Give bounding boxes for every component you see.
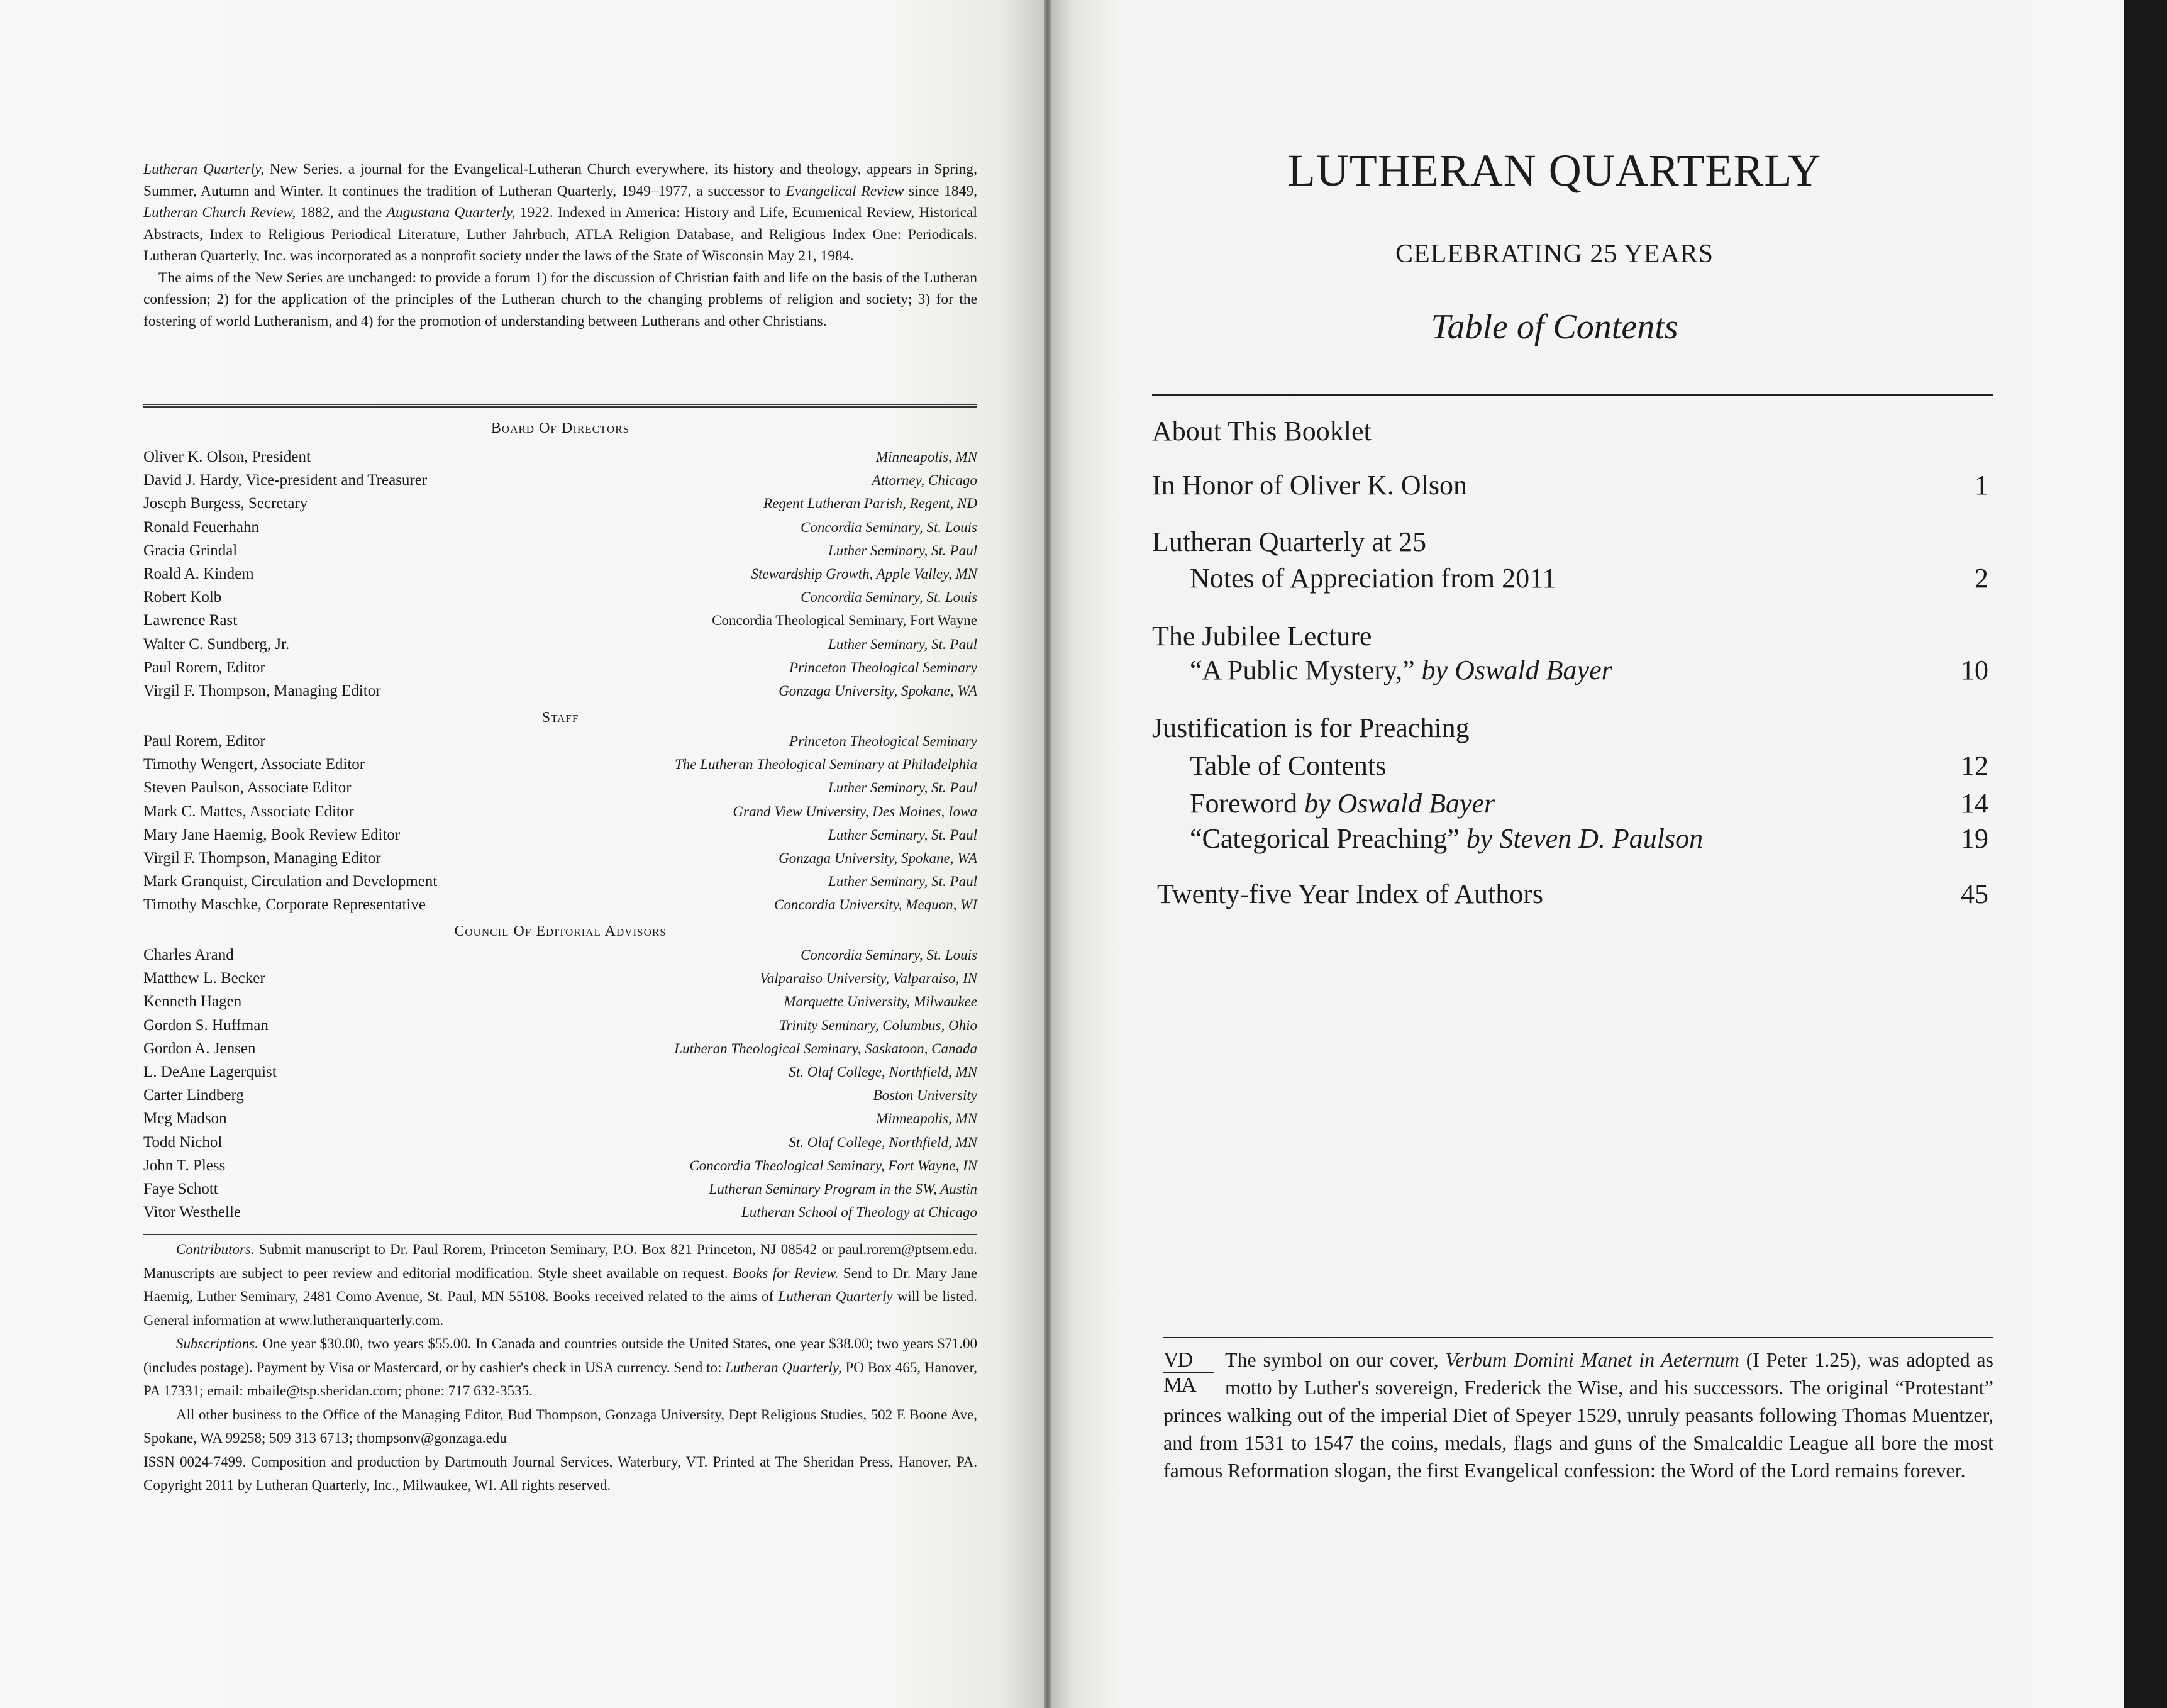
toc-entry-foreword [1152, 785, 1988, 823]
intro-text [143, 158, 977, 332]
business-note: All other business to the Office of the Managing Editor, Bud Thompson, Gonzaga University, Dept Religious Studies, 502 E Boone Ave, Spokane, WA 99258; 509 313 6713; thompsonv@gonzaga.edu [143, 1406, 977, 1446]
person-affiliation: The Lutheran Theological Seminary at Philadelphia [674, 757, 977, 773]
books-label: Books for Review. [733, 1265, 839, 1281]
person-row [143, 609, 977, 632]
person-name: Mark C. Mattes, Associate Editor [143, 802, 354, 820]
contributors-note [143, 1238, 977, 1332]
person-affiliation: Concordia Theological Seminary, Fort Wayne, IN [689, 1157, 977, 1173]
person-row [143, 656, 977, 679]
council-list [143, 943, 977, 1224]
subscriptions-text: One year $30.00, two years $55.00. In Canada and countries outside the United States, one year $38.00; two years $71.00 (includes postage). Payment by Visa or Mastercard, or by cashier's check in USA currency. Send to: [143, 1336, 977, 1375]
toc-entry-just-toc [1152, 747, 1988, 785]
person-name: Kenneth Hagen [143, 993, 242, 1011]
contributors-text: Submit manuscript to Dr. Paul Rorem, Princeton Seminary, P.O. Box 821 Princeton, NJ 08542 or paul.rorem@ptsem.edu. Manuscripts are subject to peer review and editorial modification. Style sheet available on request. [143, 1241, 977, 1281]
person-affiliation: Minneapolis, MN [876, 1111, 977, 1127]
person-name: Virgil F. Thompson, Managing Editor [143, 849, 381, 867]
person-affiliation: Concordia Seminary, St. Louis [801, 589, 977, 606]
person-name: Mark Granquist, Circulation and Development [143, 873, 438, 890]
journal-name: Lutheran Quarterly, [143, 161, 265, 177]
person-affiliation: Concordia University, Mequon, WI [773, 897, 977, 913]
person-name: Joseph Burgess, Secretary [143, 495, 308, 513]
person-name: Todd Nichol [143, 1133, 223, 1151]
symbol-motto: Verbum Domini Manet in Aeternum [1445, 1348, 1739, 1371]
toc-page-number: 12 [1961, 750, 1988, 781]
journal-subtitle: CELEBRATING 25 YEARS [1395, 240, 1714, 269]
person-row [143, 1060, 977, 1084]
toc-entry-label: About This Booklet [1152, 416, 1372, 446]
toc-entry-author: by Steven D. Paulson [1466, 823, 1704, 854]
section-divider [143, 404, 977, 408]
person-row [143, 469, 977, 492]
person-row [143, 823, 977, 846]
intro-text-part: New Series, a journal for the Evangelical-Lutheran Church everywhere, its history and theology, appears in Spring, Summer, Autumn and Winter. It continues the tradition of Lutheran Quarterly, 1949–1977, a successor to [143, 161, 978, 199]
book-spine [1044, 0, 1051, 1708]
toc-page-number: 1 [1975, 470, 1988, 501]
issn-note: ISSN 0024-7499. Composition and production by Dartmouth Journal Services, Waterbury, VT. Printed at The Sheridan Press, Hanover, PA. Copyright 2011 by Lutheran Quarterly, Inc., Milwaukee, WI. All rights reserved. [143, 1453, 977, 1493]
lutheran-church-review: Lutheran Church Review, [143, 204, 296, 221]
person-affiliation: Marquette University, Milwaukee [784, 994, 977, 1010]
staff-heading: Staff [541, 709, 579, 726]
person-name: Timothy Wengert, Associate Editor [143, 756, 365, 774]
toc-entry-justification [1152, 709, 1988, 747]
person-name: Walter C. Sundberg, Jr. [143, 635, 290, 653]
evangelical-review: Evangelical Review [785, 182, 904, 199]
vdma-logo-bottom: MA [1163, 1373, 1195, 1397]
toc-entry-label: “Categorical Preaching” [1190, 823, 1466, 854]
person-row [143, 1014, 977, 1037]
toc-entry-label: Notes of Appreciation from 2011 [1190, 563, 1556, 594]
person-affiliation: Luther Seminary, St. Paul [828, 826, 977, 843]
vdma-logo [1163, 1348, 1214, 1399]
symbol-text: (I Peter 1.25), was adopted as motto by Luther's sovereign, Frederick the Wise, and his successors. The original “Protestant” princes walking out of the imperial Diet of Speyer 1529, unruly peasants following Thomas Muentzer, and from 1531 to 1547 the coins, medals, flags and guns of the Smalcaldic League all bore the most famous Reformation slogan, the first Evangelical confession: the Word of the Lord remains forever. [1163, 1348, 1994, 1482]
person-row [143, 1037, 977, 1060]
toc-entry-label: “A Public Mystery,” [1190, 655, 1422, 685]
person-row [143, 585, 977, 609]
person-row [143, 967, 977, 990]
subscriptions-label: Subscriptions. [176, 1336, 258, 1351]
person-row [143, 633, 977, 656]
person-affiliation: Grand View University, Des Moines, Iowa [733, 803, 977, 819]
person-affiliation: Princeton Theological Seminary [789, 733, 977, 749]
person-affiliation: Regent Lutheran Parish, Regent, ND [763, 496, 977, 512]
person-name: Steven Paulson, Associate Editor [143, 779, 352, 797]
toc-entry-label: Foreword [1190, 788, 1305, 819]
person-name: Vitor Westhelle [143, 1204, 241, 1221]
person-affiliation: Minneapolis, MN [876, 449, 977, 465]
toc-entry-label: Lutheran Quarterly at 25 [1152, 526, 1427, 557]
person-affiliation: Gonzaga University, Spokane, WA [779, 850, 977, 866]
person-affiliation: Trinity Seminary, Columbus, Ohio [779, 1017, 977, 1033]
person-row [143, 990, 977, 1013]
board-heading: Board Of Directors [490, 420, 630, 436]
person-name: Ronald Feuerhahn [143, 518, 259, 536]
toc-page-number: 14 [1961, 788, 1988, 819]
toc-page-number: 2 [1975, 563, 1988, 594]
person-row [143, 1154, 977, 1177]
toc-page-number: 19 [1961, 823, 1988, 854]
person-affiliation: Concordia Seminary, St. Louis [801, 519, 977, 535]
person-name: Timothy Maschke, Corporate Representative [143, 896, 426, 914]
person-name: Gracia Grindal [143, 541, 238, 559]
subscriptions-journal: Lutheran Quarterly, [725, 1359, 842, 1375]
journal-title: LUTHERAN QUARTERLY [1287, 145, 1822, 196]
person-name: Robert Kolb [143, 589, 222, 606]
person-row [143, 893, 977, 916]
toc-entry-jubilee [1152, 618, 1988, 655]
person-name: Charles Arand [143, 946, 234, 963]
person-name: Faye Schott [143, 1180, 218, 1197]
board-list [143, 445, 977, 702]
person-row [143, 679, 977, 702]
contributors-label: Contributors. [176, 1241, 255, 1257]
intro-paragraph-2: The aims of the New Series are unchanged: to provide a forum 1) for the discussion of Christian faith and life on the basis of the Lutheran confession; 2) for the application of the principles of the Lutheran church to the changing problems of religion and society; 3) for the fostering of world Lutheranism, and 4) for the promotion of understanding between Lutherans and other Christians. [143, 269, 977, 330]
person-row [143, 539, 977, 562]
intro-text-part: since 1849, [904, 182, 977, 199]
person-name: Paul Rorem, Editor [143, 658, 265, 676]
person-name: John T. Pless [143, 1156, 226, 1174]
books-journal: Lutheran Quarterly [778, 1289, 893, 1304]
person-row [143, 1084, 977, 1107]
person-row [143, 943, 977, 967]
person-row [143, 729, 977, 753]
person-name: Matthew L. Becker [143, 970, 265, 987]
toc-page-number: 45 [1961, 879, 1988, 909]
person-affiliation: Concordia Seminary, St. Louis [801, 947, 977, 963]
person-affiliation: Boston University [873, 1087, 977, 1104]
books-text: Send to Dr. Mary Jane Haemig, Luther Seminary, 2481 Como Avenue, St. Paul, MN 55108. Books received related to the aims of [143, 1265, 977, 1304]
person-affiliation: Luther Seminary, St. Paul [828, 873, 977, 890]
person-name: Oliver K. Olson, President [143, 448, 311, 465]
person-affiliation: Valparaiso University, Valparaiso, IN [760, 970, 977, 987]
person-affiliation: Lutheran Theological Seminary, Saskatoon, Canada [674, 1040, 977, 1056]
toc-entry-mystery [1152, 652, 1988, 689]
person-affiliation: Lutheran School of Theology at Chicago [741, 1204, 977, 1221]
augustana-quarterly: Augustana Quarterly, [386, 204, 516, 221]
council-heading: Council Of Editorial Advisors [454, 923, 667, 940]
person-row [143, 516, 977, 539]
person-row [143, 870, 977, 893]
person-affiliation: Concordia Theological Seminary, Fort Wayne [712, 613, 977, 629]
vdma-logo-top: VD [1163, 1348, 1214, 1373]
person-row [143, 562, 977, 585]
toc-entry-lq25 [1152, 523, 1988, 561]
person-name: Carter Lindberg [143, 1087, 244, 1104]
subscriptions-note [143, 1332, 977, 1403]
person-name: Lawrence Rast [143, 612, 238, 629]
symbol-note [1163, 1346, 1993, 1484]
person-affiliation: St. Olaf College, Northfield, MN [789, 1134, 977, 1150]
person-row [143, 800, 977, 823]
person-row [143, 1201, 977, 1224]
person-row [143, 753, 977, 776]
symbol-text: The symbol on our cover, [1225, 1348, 1446, 1371]
toc-entry-honor [1152, 467, 1988, 504]
intro-text-part: 1882, and the [296, 204, 387, 221]
person-row [143, 776, 977, 799]
toc-entry-about [1152, 413, 1988, 450]
person-name: Gordon S. Huffman [143, 1016, 269, 1034]
subscriptions-text: PO Box 465, Hanover, PA 17331; email: mbaile@tsp.sheridan.com; phone: 717 632-3535. [143, 1359, 977, 1399]
person-row [143, 445, 977, 469]
symbol-divider [1163, 1337, 1993, 1338]
intro-paragraph-1 [143, 158, 977, 267]
person-name: Meg Madson [143, 1110, 227, 1128]
toc-entry-categorical [1152, 820, 1988, 858]
person-affiliation: Luther Seminary, St. Paul [828, 542, 977, 558]
person-affiliation: Lutheran Seminary Program in the SW, Austin [709, 1180, 977, 1197]
person-affiliation: Luther Seminary, St. Paul [828, 780, 977, 796]
person-row [143, 492, 977, 515]
toc-entry-label: In Honor of Oliver K. Olson [1152, 470, 1468, 501]
person-name: Gordon A. Jensen [143, 1040, 256, 1057]
person-affiliation: Gonzaga University, Spokane, WA [779, 682, 977, 699]
scan-edge [2124, 0, 2167, 1708]
toc-divider [1152, 394, 1993, 396]
footnotes [143, 1238, 977, 1497]
staff-list [143, 729, 977, 917]
person-name: Mary Jane Haemig, Book Review Editor [143, 826, 401, 843]
person-name: Virgil F. Thompson, Managing Editor [143, 682, 381, 699]
person-row [143, 1177, 977, 1201]
footnotes-divider [143, 1234, 977, 1235]
person-row [143, 1131, 977, 1154]
toc-entry-author: by Oswald Bayer [1304, 788, 1495, 819]
person-affiliation: Princeton Theological Seminary [789, 659, 977, 675]
person-name: L. DeAne Lagerquist [143, 1063, 277, 1080]
toc-entry-index [1152, 875, 1988, 913]
person-row [143, 1107, 977, 1130]
person-row [143, 846, 977, 870]
person-affiliation: Attorney, Chicago [872, 472, 977, 489]
toc-entry-label: The Jubilee Lecture [1152, 621, 1372, 652]
toc-entry-author: by Oswald Bayer [1421, 655, 1612, 685]
toc-entry-label: Table of Contents [1190, 750, 1387, 781]
toc-page-number: 10 [1961, 655, 1988, 685]
toc-entry-notes [1152, 560, 1988, 597]
person-affiliation: Luther Seminary, St. Paul [828, 636, 977, 652]
toc-entry-label: Justification is for Preaching [1152, 713, 1470, 743]
person-name: Roald A. Kindem [143, 565, 254, 582]
books-text: will be listed. General information at www.lutheranquarterly.com. [143, 1289, 977, 1328]
person-name: Paul Rorem, Editor [143, 733, 265, 750]
person-affiliation: Stewardship Growth, Apple Valley, MN [751, 565, 977, 582]
person-name: David J. Hardy, Vice-president and Treasurer [143, 472, 428, 489]
person-affiliation: St. Olaf College, Northfield, MN [789, 1063, 977, 1080]
intro-text-part: 1922. Indexed in America: History and Life, Ecumenical Review, Historical Abstracts, Index to Religious Periodical Literature, Luther Jahrbuch, ATLA Religion Database, and Religious Index One: Periodicals. Lutheran Quarterly, Inc. was incorporated as a nonprofit society under the laws of the State of Wisconsin May 21, 1984. [143, 204, 977, 264]
toc-entry-label: Twenty-five Year Index of Authors [1157, 879, 1544, 909]
toc-heading: Table of Contents [1431, 308, 1678, 347]
